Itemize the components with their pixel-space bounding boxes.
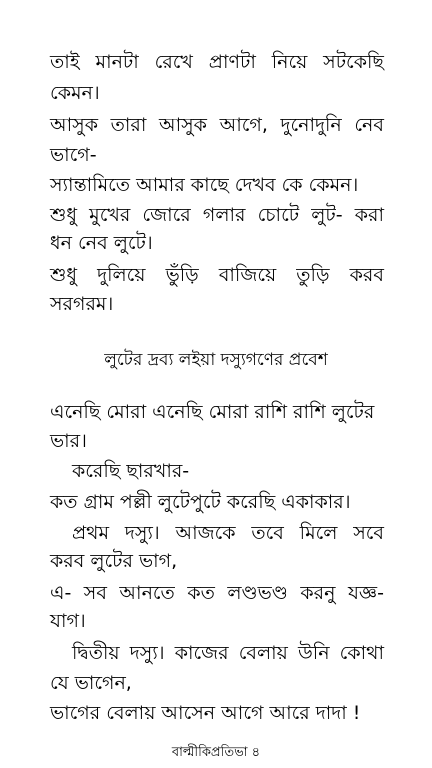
word: কত: [187, 582, 215, 604]
word: নেব: [354, 114, 384, 136]
word: তাই: [50, 51, 80, 73]
verse-line: করব লুটের ভাগ,: [50, 550, 178, 572]
verse-line: ভাগের বেলায় আসেন আগে আরে দাদা !: [50, 702, 361, 724]
word: উনি: [297, 642, 330, 664]
word: শুধু: [50, 204, 78, 226]
word: করব: [349, 264, 384, 286]
verse-line: [50, 262, 384, 288]
word: আসুক: [158, 114, 207, 136]
verse-line: যাগ।: [50, 610, 86, 632]
word: মুখের: [89, 204, 131, 226]
stage-direction-heading: লুটের দ্রব্য লইয়া দস্যুগণের প্রবেশ: [104, 350, 328, 370]
word: আজকে: [175, 522, 236, 544]
word: আসুক: [50, 114, 99, 136]
word: যজ্ঞ-: [347, 582, 384, 604]
word: শুধু: [50, 264, 78, 286]
word: তবে: [251, 522, 284, 544]
word: জোরে: [142, 204, 191, 226]
word: কাজের: [174, 642, 229, 664]
verse-line: এনেছি মোরা এনেছি মোরা রাশি রাশি লুটের: [50, 401, 375, 423]
word: বেলায়: [238, 642, 288, 664]
verse-line: সরগরম।: [50, 293, 114, 315]
word: নিয়ে: [271, 51, 308, 73]
dialogue-line: [72, 520, 384, 546]
word: করনু: [300, 582, 336, 604]
verse-line: [50, 112, 384, 138]
word: করা: [354, 204, 384, 226]
word: বাজিয়ে: [218, 264, 277, 286]
word: দুনোদুনি: [280, 114, 342, 136]
verse-line: ভাগে-: [50, 144, 97, 166]
word: সটকেছি: [323, 51, 384, 73]
word: দুলিয়ে: [97, 264, 146, 286]
word: তারা: [110, 114, 147, 136]
word: মিলে: [299, 522, 338, 544]
word: প্রথম: [72, 522, 110, 544]
verse-line: কেমন।: [50, 82, 100, 104]
word: কোথা: [339, 642, 384, 664]
word: সব: [83, 582, 107, 604]
verse-line: [50, 49, 384, 75]
dialogue-line: [72, 640, 384, 666]
verse-line: [50, 580, 384, 606]
verse-line: করেছি ছারখার-: [72, 460, 190, 482]
word: লুট-: [311, 204, 343, 226]
word: এ-: [50, 582, 72, 604]
word: রেখে: [154, 51, 193, 73]
word: লণ্ডভণ্ড: [227, 582, 288, 604]
word: গলার: [202, 204, 246, 226]
word: ভুঁড়ি: [165, 264, 199, 286]
word: চোটে: [257, 204, 300, 226]
verse-line: যে ভাগেন,: [50, 672, 132, 694]
word: তুড়ি: [296, 264, 330, 286]
word: প্রাণটা: [208, 51, 256, 73]
verse-line: ধন নেব লুটে।: [50, 232, 153, 254]
verse-line: ভার।: [50, 430, 87, 452]
page-footer: বাল্মীকিপ্রতিভা ৪: [171, 745, 261, 760]
word: আনতে: [119, 582, 175, 604]
verse-line: কত গ্রাম পল্লী লুটেপুটে করেছি একাকার।: [50, 491, 351, 513]
verse-line: স্যান্তামিতে আমার কাছে দেখব কে কেমন।: [50, 174, 359, 196]
word: দ্বিতীয়: [72, 642, 120, 664]
word: সবে: [353, 522, 384, 544]
speaker-label: দস্যু।: [129, 642, 165, 664]
word: মানটা: [95, 51, 139, 73]
speaker-label: দস্যু।: [124, 522, 160, 544]
verse-line: [50, 202, 384, 228]
word: আগে,: [219, 114, 268, 136]
